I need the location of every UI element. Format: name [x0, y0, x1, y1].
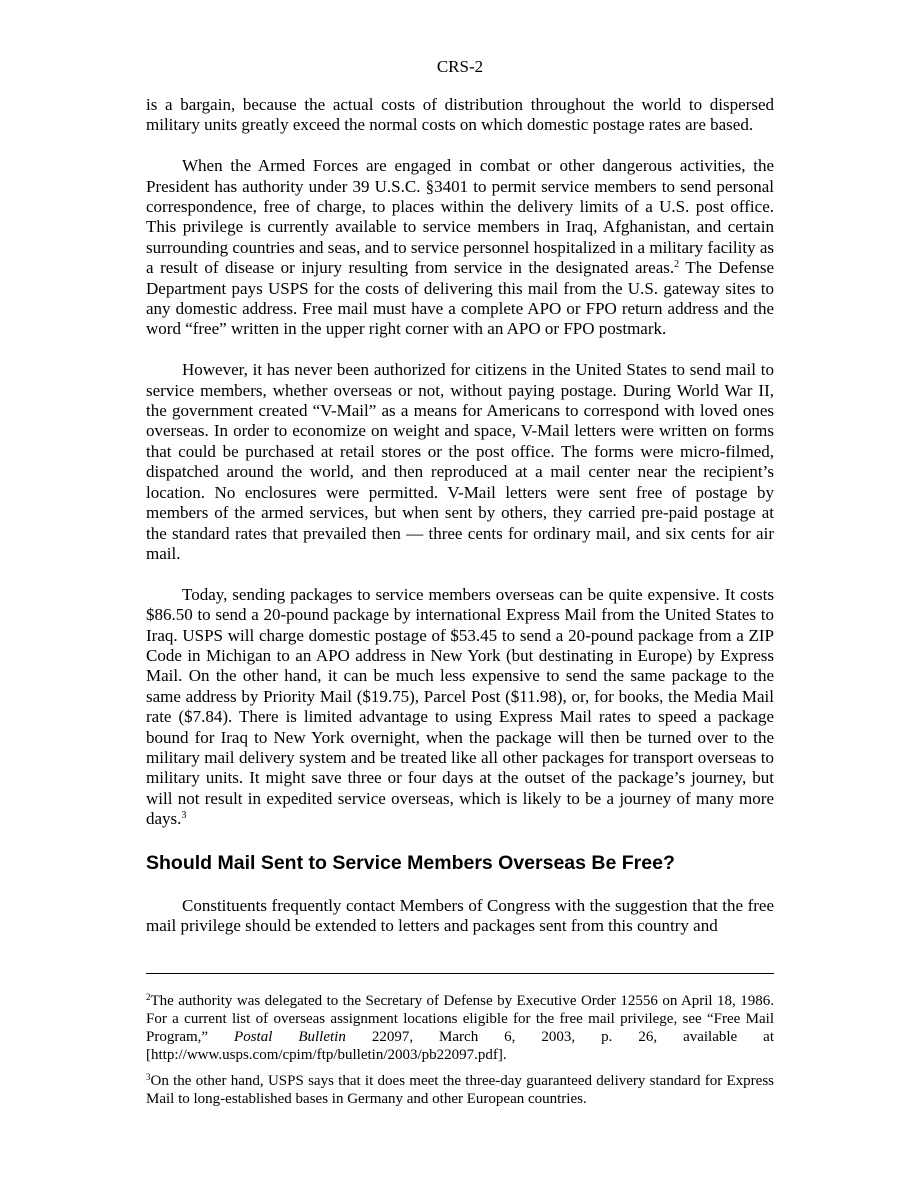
paragraph-continuation	[146, 95, 774, 136]
paragraph-4-text: Today, sending packages to service members overseas can be quite expensive. It costs $86.50 to send a 20-pound package by international Express Mail from the United States to Iraq. USPS will charge domestic postage of $53.45 to send a 20-pound package from a ZIP Code in Michigan to an APO address in New York (but destinating in Europe) by Express Mail. On the other hand, it can be much less expensive to send the same package to the same address by Priority Mail ($19.75), Parcel Post ($11.98), or, for books, the Media Mail rate ($7.84). There is limited advantage to using Express Mail rates to speed a package bound for Iraq to New York overnight, when the package will then be turned over to the military mail delivery system and be treated like all other packages for transport overseas to military units. It might save three or four days at the outset of the package’s journey, but will not result in expedited service overseas, which is likely to be a journey of many more days.	[146, 584, 774, 829]
footnote-2	[146, 992, 774, 1064]
footnote-3-text: On the other hand, USPS says that it does meet the three-day guaranteed delivery standard for Express Mail to long-established bases in Germany and other European countries.	[146, 1073, 774, 1107]
section-heading: Should Mail Sent to Service Members Overseas Be Free?	[146, 851, 675, 874]
paragraph-package-costs	[146, 585, 774, 830]
page-header: CRS-2	[436, 57, 484, 76]
footnote-3-number: 3	[146, 1072, 151, 1082]
paragraph-v-mail	[146, 360, 774, 564]
paragraph-constituents	[146, 896, 774, 937]
footnote-2-publication: Postal Bulletin	[234, 1029, 346, 1045]
footnote-2-number: 2	[146, 992, 151, 1002]
footnote-2-text-b: 22097, March 6, 2003, p. 26, available at [http://www.usps.com/cpim/ftp/bulletin/2003/pb22097.pdf].	[146, 1029, 775, 1063]
paragraph-free-mail-authority	[146, 156, 774, 340]
paragraph-3-text: However, it has never been authorized for citizens in the United States to send mail to service members, whether overseas or not, without paying postage. During World War II, the government created “V-Mail” as a means for Americans to correspond with loved ones overseas. In order to economize on weight and space, V-Mail letters were written on forms that could be purchased at retail stores or the post office. The forms were micro-filmed, dispatched around the world, and then reproduced at a mail center near the recipient’s location. No enclosures were permitted. V-Mail letters were sent free of postage by members of the armed services, but when sent by others, they carried pre-paid postage at the standard rates that prevailed then — three cents for ordinary mail, and six cents for air mail.	[146, 360, 774, 563]
paragraph-2-text-a: When the Armed Forces are engaged in combat or other dangerous activities, the President has authority under 39 U.S.C. §3401 to permit service members to send personal correspondence, free of charge, to places within the delivery limits of a U.S. post office. This privilege is currently available to service members in Iraq, Afghanistan, and certain surrounding countries and seas, and to service personnel hospitalized in a military facility as a result of disease or injury resulting from service in the designated areas.	[146, 156, 774, 278]
footnote-divider	[146, 973, 774, 974]
footnote-2-text-a: The authority was delegated to the Secretary of Defense by Executive Order 12556 on April 18, 1986. For a current list of overseas assignment locations eligible for the free mail privilege, see “Free Mail Program,”	[146, 993, 774, 1045]
footnote-ref-2[interactable]: 2	[674, 259, 680, 271]
footnote-3	[146, 1072, 774, 1108]
body-text	[146, 95, 774, 957]
footnote-ref-3[interactable]: 3	[181, 810, 187, 822]
paragraph-5-text: Constituents frequently contact Members of Congress with the suggestion that the free mail privilege should be extended to letters and packages sent from this country and	[146, 895, 774, 935]
paragraph-2-text-b: The Defense Department pays USPS for the costs of delivering this mail from the U.S. gateway sites to any domestic address. Free mail must have a complete APO or FPO return address and the word “free” written in the upper right corner with an APO or FPO postmark.	[146, 258, 774, 339]
paragraph-1-text: is a bargain, because the actual costs of distribution throughout the world to dispersed military units greatly exceed the normal costs on which domestic postage rates are based.	[146, 95, 774, 135]
footnotes	[146, 992, 774, 1116]
